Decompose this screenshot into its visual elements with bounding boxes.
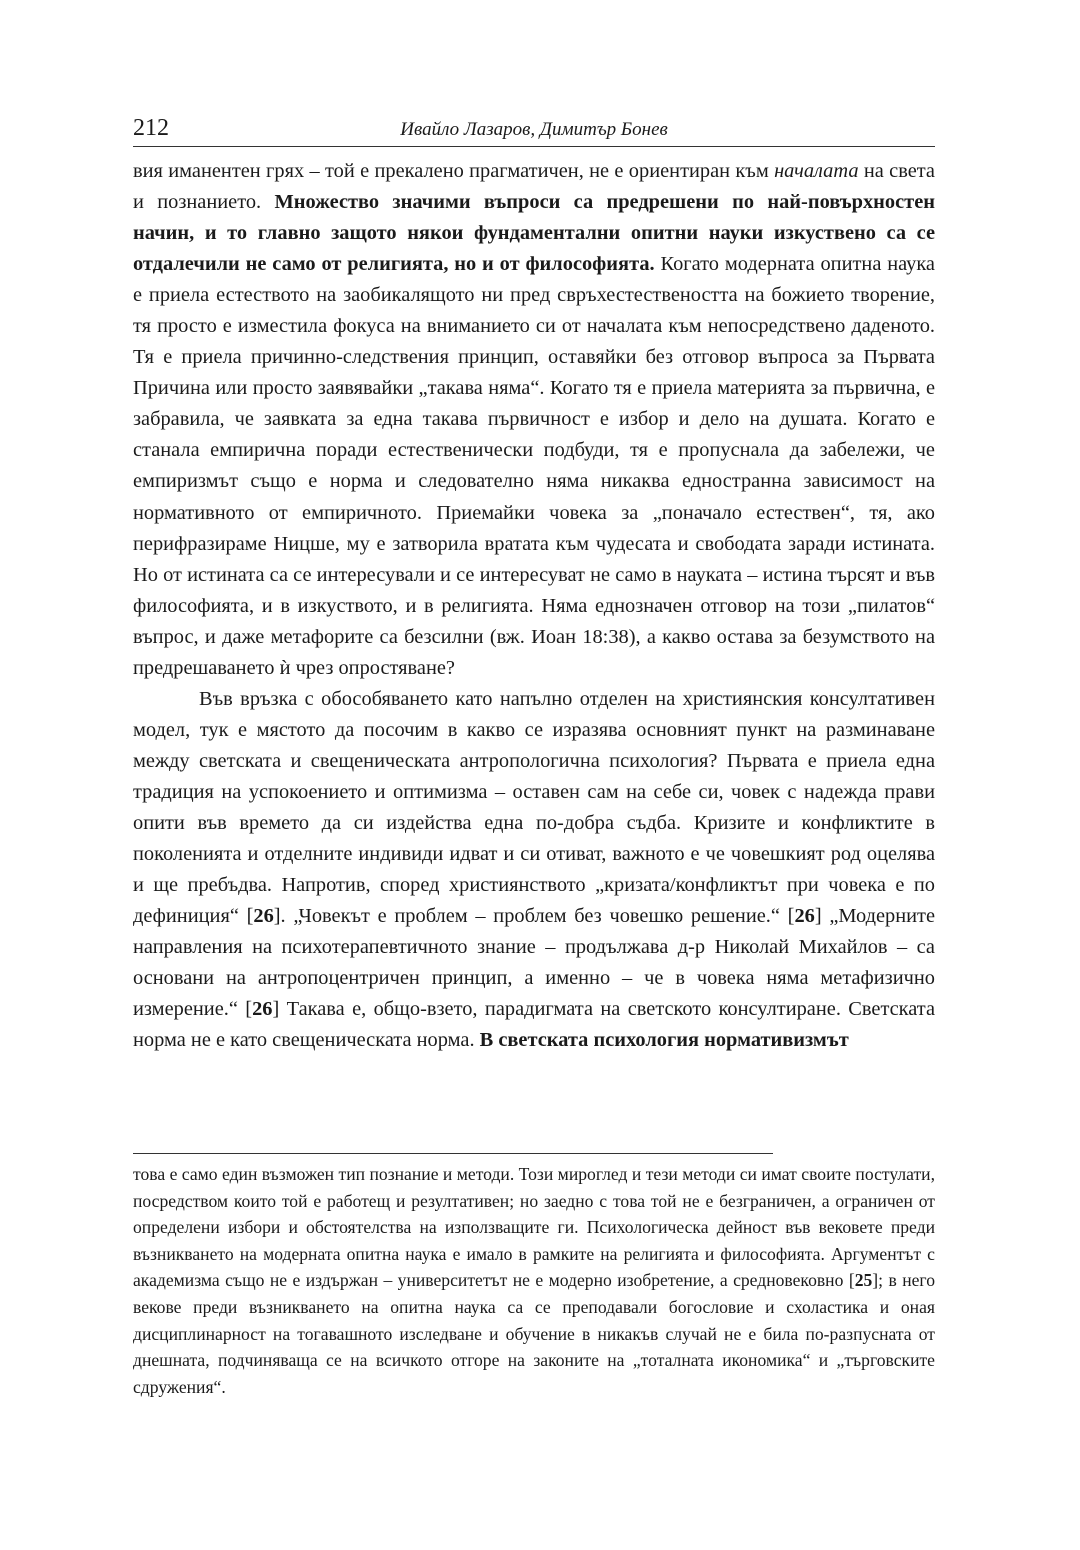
paragraph: вия иманентен грях – той е прекалено прагматичен, не е ориентиран към началата на света и познанието. Множество значими въпроси са предрешени по най-повърхностен начин, и то главно защото някои фундаментални опитни науки изкуствено са се отдалечили не само от религията, но и от философията. Когато модерната опитна наука е приела естеството на заобикалящото ни пред свръхестествеността на божието творение, тя просто е изместила фокуса на вниманието си от началата към непосредствено даденото. Тя е приела причинно-следствения принцип, оставяйки без отговор въпроса за Първата Причина или просто заявявайки „такава няма“. Когато тя е приела материята за първична, е забравила, че заявката за една такава първичност е избор и дело на душата. Когато е станала емпирична поради естественически подбуди, тя е пропуснала да забележи, че емпиризмът също е норма и следователно няма никаква едностранна зависимост на нормативното от емпиричното. Приемайки човека за „поначало естествен“, тя, ако перифразираме Ницше, му е затворила вратата към чудесата и свободата заради истината. Но от истината са се интересували и се интересуват не само в науката – истина търсят и във философията, и в изкуството, и в религията. Няма еднозначен отговор на този „пилатов“ въпрос, и даже метафорите са безсилни (вж. Иоан 18:38), а какво остава за безумството на предрешаването ѝ чрез опростяване? [133,160,935,679]
footnote-text: това е само един възможен тип познание и методи. Този мироглед и тези методи си имат своите постулати, посредством които той е работещ и резултативен; но заедно с това той не е безграничен, а ограничен от определени избори и обстоятелства на използващите ги. Психологическа дейност във вековете преди възникването на модерната опитна наука е имало в рамките на религията и философията. Аргументът с академизма също не е издържан – университетът не е модерно изобретение, а средновековно [25]; в него векове преди възникването на опитна наука са се преподавали богословие и схоластика и оная дисциплинарност на тогавашното изследване и обучение в никакъв случай не е била по-разпусната от днешната, подчиняваща се на всичкото отгоре на законите на „тоталната икономика“ и „търговските сдружения“. [133,1164,935,1397]
page-number: 212 [133,115,169,141]
main-text [133,156,935,1056]
footnote [133,1161,935,1400]
paragraph: Във връзка с обособяването като напълно отделен на християнския консултативен модел, тук е мястото да посочим в какво се изразява основният пункт на разминаване между светската и свещеническата антропологична психология? Първата е приела една традиция на успокоението и оптимизма – оставен сам на себе си, човек с надежда прави опити във времето да си издейства една по-добра съдба. Кризите и конфликтите в поколенията и отделните индивиди идват и си отиват, важното е че човешкият род оцелява и ще пребъдва. Напротив, според християнството „кризата/конфликтът при човека е по дефиниция“ [26]. „Човекът е проблем – проблем без човешко решение.“ [26] „Модерните направления на психотерапевтичното знание – продължава д-р Николай Михайлов – са основани на антропоцентричен принцип, а именно – че в човека няма метафизично измерение.“ [26] Такава е, общо-взето, парадигмата на светското консултиране. Светската норма не е като свещеническата норма. В светската психология нормативизмът [133,687,936,1052]
emphasis-bold: В светската психология нормативизмът [479,1029,849,1052]
page-header [133,112,935,147]
footnote-divider [133,1153,773,1154]
citation-ref: 26 [252,998,273,1021]
citation-ref: 25 [854,1270,873,1291]
citation-ref: 26 [253,905,274,928]
citation-ref: 26 [794,905,815,928]
running-head: Ивайло Лазаров, Димитър Бонев [400,119,668,140]
emphasis-bold: Множество значими въпроси са предрешени по най-повърхностен начин, и то главно защото някои фундаментални опитни науки изкуствено са се отдалечили не само от религията, но и от философията. [133,191,935,276]
emphasis-italic: началата [774,160,859,182]
